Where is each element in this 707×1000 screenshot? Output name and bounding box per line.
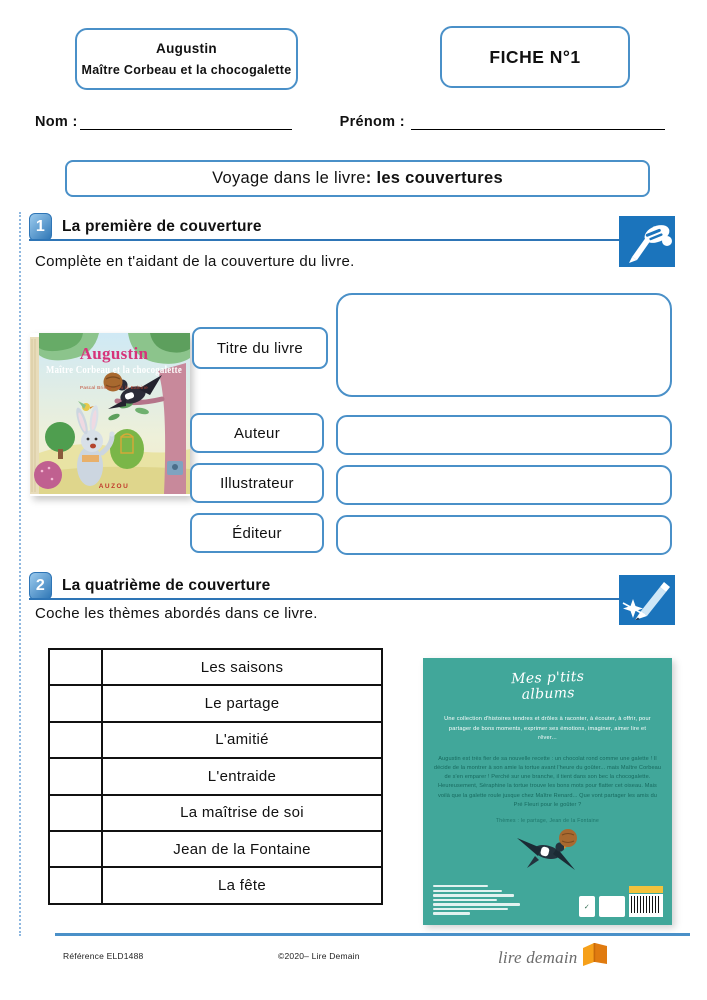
publisher-logo [498,942,610,973]
field-label-editeur: Éditeur [190,513,324,553]
section2-title: La quatrième de couverture [62,577,271,594]
fiche-number-label: FICHE N°1 [489,46,581,67]
checkbox-cell-maitrise-de-soi[interactable] [49,795,102,831]
worksheet-title-normal: Voyage dans le livre [212,169,366,187]
barcode [629,886,663,917]
worksheet-title-bold: : les couvertures [365,169,503,187]
section1-number-badge: 1 [29,213,52,241]
book-title-box [75,28,298,90]
publisher-info-block [433,885,525,917]
certification-box [599,896,625,917]
back-cover-bottom-row [433,885,663,917]
flying-crow-illustration [423,826,672,879]
name-label: Nom : [35,114,78,130]
answer-box-illustrateur[interactable] [336,465,672,505]
worksheet-title-bar [65,160,650,197]
table-row [49,685,382,721]
fsc-logo: ✓ [579,896,595,917]
cover-title-text: Augustin [79,344,149,363]
checkbox-cell-amitie[interactable] [49,722,102,758]
collection-logo-text: Mes p'tits albums [510,668,584,704]
theme-label: Jean de la Fontaine [102,831,382,867]
identity-row [35,112,665,130]
center-bush [110,429,144,469]
theme-label: Les saisons [102,649,382,685]
checkbox-cell-jean-de-la-fontaine[interactable] [49,831,102,867]
theme-label: Le partage [102,685,382,721]
footer-copyright: ©2020– Lire Demain [278,951,360,961]
section1-underline [29,239,621,241]
footer-reference: Référence ELD1488 [63,951,144,961]
book-series-title: Augustin [156,41,217,56]
section2-underline [29,598,621,600]
open-book-icon [580,942,610,973]
checkbox-cell-les-saisons[interactable] [49,649,102,685]
book-subtitle: Maître Corbeau et la chocogalette [81,63,292,77]
theme-label: L'entraide [102,758,382,794]
writing-hand-icon [619,216,675,267]
field-label-illustrateur: Illustrateur [190,463,324,503]
publisher-logo-text: lire demain [498,947,578,967]
field-label-auteur: Auteur [190,413,324,453]
back-cover-themes-line: Thèmes : le partage, Jean de la Fontaine [495,818,600,824]
table-row [49,795,382,831]
theme-label: La maîtrise de soi [102,795,382,831]
table-row [49,867,382,903]
firstname-label: Prénom : [339,114,405,130]
table-row [49,649,382,685]
table-row [49,831,382,867]
name-write-line[interactable] [80,112,292,130]
cover-authors-text: Pascal Brissy - Lili la Baleine [79,385,149,390]
pencil-sparkle-icon [619,575,675,625]
section2-instruction: Coche les thèmes abordés dans ce livre. [35,605,318,622]
answer-box-titre[interactable] [336,293,672,397]
themes-table [48,648,383,905]
collection-blurb: Une collection d'histoires tendres et drôles à raconter, à écouter, à offrir, pour partager de bons moments, exprimer ses émotions, imaginer, aimer lire et rêver... [444,716,651,742]
section1-instruction: Complète en t'aidant de la couverture du livre. [35,253,355,270]
answer-box-editeur[interactable] [336,515,672,555]
book-synopsis: Augustin est très fier de sa nouvelle recette : un chocolat rond comme une galette ! Il décide de la montrer à son amie la tortue avant l'heure du goûter... mais Maître Corbeau de s'en emparer ! Perché sur une branche, il tient dans son bec la chocogalette. Heureusement, Séraphine la tortue trouve les bons mots pour flatter cet oiseau. Mais voilà que la galette roule jusque chez Maître Renard... Que vont partager les amis du Pré Fleuri pour le goûter ? [433,755,662,808]
firstname-write-line[interactable] [411,112,665,130]
book-back-cover [423,658,672,925]
fiche-number-box [440,26,630,88]
checkbox-cell-entraide[interactable] [49,758,102,794]
book-front-cover [30,333,190,496]
price-strip [629,886,663,893]
theme-label: L'amitié [102,722,382,758]
section2-number-badge: 2 [29,572,52,600]
section1-title: La première de couverture [62,218,262,235]
checkbox-cell-la-fete[interactable] [49,867,102,903]
table-row [49,758,382,794]
checkbox-cell-le-partage[interactable] [49,685,102,721]
answer-box-auteur[interactable] [336,415,672,455]
cover-publisher-text: AUZOU [98,483,130,490]
left-dotted-rule [19,212,21,936]
footer-divider [55,933,690,936]
pink-bush [34,461,62,489]
table-row [49,722,382,758]
round-tree [45,422,75,452]
theme-label: La fête [102,867,382,903]
field-label-titre: Titre du livre [192,327,328,369]
cover-subtitle-text: Maître Corbeau et la chocogalette [46,365,183,376]
